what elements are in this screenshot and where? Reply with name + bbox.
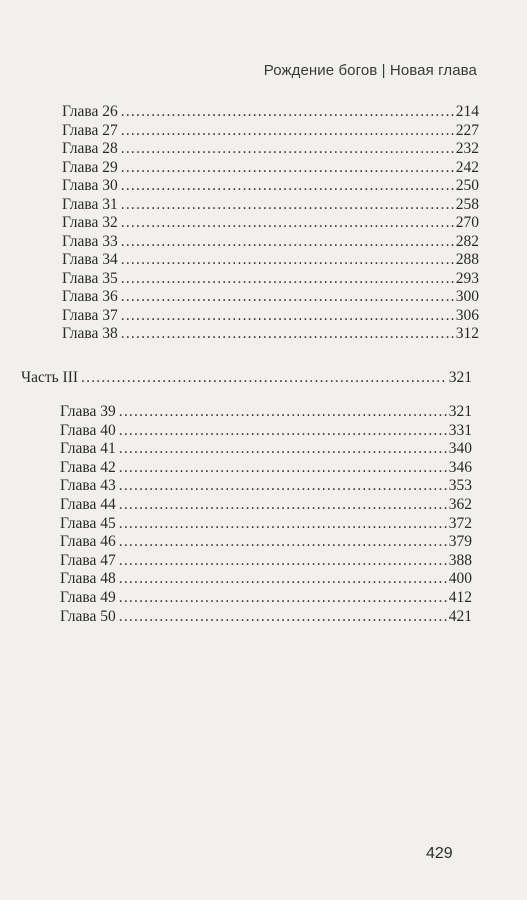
toc-entry-page: 412 xyxy=(448,589,472,606)
dot-leader xyxy=(121,214,454,232)
toc-entry-page: 293 xyxy=(455,269,479,287)
dot-leader xyxy=(121,177,454,195)
toc-entry[interactable] xyxy=(62,159,479,177)
dot-leader xyxy=(121,270,454,288)
toc-entry-label: Глава 37 xyxy=(62,306,118,324)
toc-entry-page: 312 xyxy=(455,325,479,342)
toc-entry[interactable] xyxy=(62,325,479,343)
toc-entry-label: Глава 46 xyxy=(60,533,116,551)
toc-entry[interactable] xyxy=(60,570,472,588)
toc-entry-page: 421 xyxy=(448,607,472,625)
toc-entry[interactable] xyxy=(62,103,479,121)
toc-entry-page: 300 xyxy=(455,288,479,305)
toc-entry-label: Глава 42 xyxy=(60,458,116,476)
toc-entry-label: Глава 27 xyxy=(62,121,118,139)
toc-entry-page: 270 xyxy=(455,214,479,231)
dot-leader xyxy=(121,122,454,140)
toc-entry-label: Глава 39 xyxy=(60,403,116,420)
toc-entry-page: 282 xyxy=(455,232,479,250)
toc-entry-page: 340 xyxy=(448,440,472,458)
toc-entry-label: Глава 44 xyxy=(60,496,116,513)
toc-entry-label: Глава 35 xyxy=(62,269,118,287)
toc-entry[interactable] xyxy=(62,122,479,140)
toc-entry-label: Глава 28 xyxy=(62,140,118,157)
dot-leader xyxy=(119,403,447,421)
toc-entry-label: Глава 26 xyxy=(62,103,118,120)
toc-entry[interactable] xyxy=(60,440,472,458)
dot-leader xyxy=(121,196,454,214)
toc-part-entry[interactable] xyxy=(21,369,472,387)
toc-entry-page: 388 xyxy=(448,551,472,569)
dot-leader xyxy=(121,325,454,343)
toc-entry[interactable] xyxy=(62,270,479,288)
toc-entry-page: 306 xyxy=(455,306,479,324)
toc-entry-page: 242 xyxy=(455,158,479,176)
toc-entry-label: Глава 47 xyxy=(60,551,116,569)
toc-entry[interactable] xyxy=(62,307,479,325)
toc-entry-page: 258 xyxy=(455,195,479,213)
toc-entry-label: Глава 45 xyxy=(60,514,116,532)
dot-leader xyxy=(121,159,454,177)
toc-entry-label: Глава 32 xyxy=(62,214,118,231)
toc-entry[interactable] xyxy=(60,589,472,607)
dot-leader xyxy=(119,477,447,495)
toc-entry-page: 321 xyxy=(448,369,472,386)
toc-entry-page: 400 xyxy=(448,570,472,588)
toc-entry-label: Глава 29 xyxy=(62,158,118,176)
dot-leader xyxy=(119,496,447,514)
toc-entry-label: Глава 34 xyxy=(62,251,118,268)
dot-leader xyxy=(121,233,454,251)
dot-leader xyxy=(119,570,447,588)
toc-entry-label: Глава 50 xyxy=(60,607,116,625)
toc-entry-label: Глава 48 xyxy=(60,570,116,588)
toc-entry-label: Глава 30 xyxy=(62,177,118,194)
toc-entry[interactable] xyxy=(60,608,472,626)
toc-entry-label: Глава 36 xyxy=(62,288,118,305)
page-number: 429 xyxy=(426,845,453,862)
dot-leader xyxy=(119,515,447,533)
toc-entry-page: 362 xyxy=(448,496,472,513)
toc-entry[interactable] xyxy=(62,214,479,232)
toc-entry-label: Глава 33 xyxy=(62,232,118,250)
dot-leader xyxy=(119,608,447,626)
toc-entry-page: 379 xyxy=(448,533,472,551)
toc-entry[interactable] xyxy=(60,422,472,440)
dot-leader xyxy=(119,552,447,570)
toc-entry[interactable] xyxy=(60,552,472,570)
dot-leader xyxy=(121,288,454,306)
dot-leader xyxy=(119,533,447,551)
dot-leader xyxy=(119,589,447,607)
toc-entry[interactable] xyxy=(62,288,479,306)
toc-entry-label: Глава 40 xyxy=(60,421,116,439)
toc-entry[interactable] xyxy=(60,459,472,477)
toc-entry-page: 250 xyxy=(455,177,479,194)
toc-entry-page: 227 xyxy=(455,121,479,139)
toc-entry-page: 321 xyxy=(448,403,472,420)
dot-leader xyxy=(119,422,447,440)
toc-entry[interactable] xyxy=(60,496,472,514)
running-header: Рождение богов | Новая глава xyxy=(263,62,477,79)
dot-leader xyxy=(121,140,454,158)
dot-leader xyxy=(119,459,447,477)
toc-entry[interactable] xyxy=(60,477,472,495)
toc-entry[interactable] xyxy=(62,251,479,269)
dot-leader xyxy=(121,307,454,325)
toc-entry-page: 353 xyxy=(448,477,472,495)
dot-leader xyxy=(121,251,454,269)
toc-entry-page: 288 xyxy=(455,251,479,268)
toc-entry-label: Глава 38 xyxy=(62,325,118,342)
toc-entry[interactable] xyxy=(62,177,479,195)
toc-entry-page: 331 xyxy=(448,421,472,439)
dot-leader xyxy=(121,103,454,121)
toc-entry[interactable] xyxy=(62,196,479,214)
toc-entry-page: 346 xyxy=(448,458,472,476)
toc-entry-page: 214 xyxy=(455,103,479,120)
dot-leader xyxy=(81,369,447,387)
toc-entry-label: Глава 31 xyxy=(62,195,118,213)
toc-entry-page: 232 xyxy=(455,140,479,157)
toc-entry[interactable] xyxy=(62,233,479,251)
toc-entry[interactable] xyxy=(60,515,472,533)
toc-entry-label: Глава 49 xyxy=(60,589,116,606)
toc-entry-label: Глава 41 xyxy=(60,440,116,458)
toc-entry[interactable] xyxy=(60,403,472,421)
toc-entry[interactable] xyxy=(62,140,479,158)
toc-entry-label: Глава 43 xyxy=(60,477,116,495)
toc-entry[interactable] xyxy=(60,533,472,551)
toc-entry-label: Часть III xyxy=(21,369,79,386)
dot-leader xyxy=(119,440,447,458)
toc-entry-page: 372 xyxy=(448,514,472,532)
